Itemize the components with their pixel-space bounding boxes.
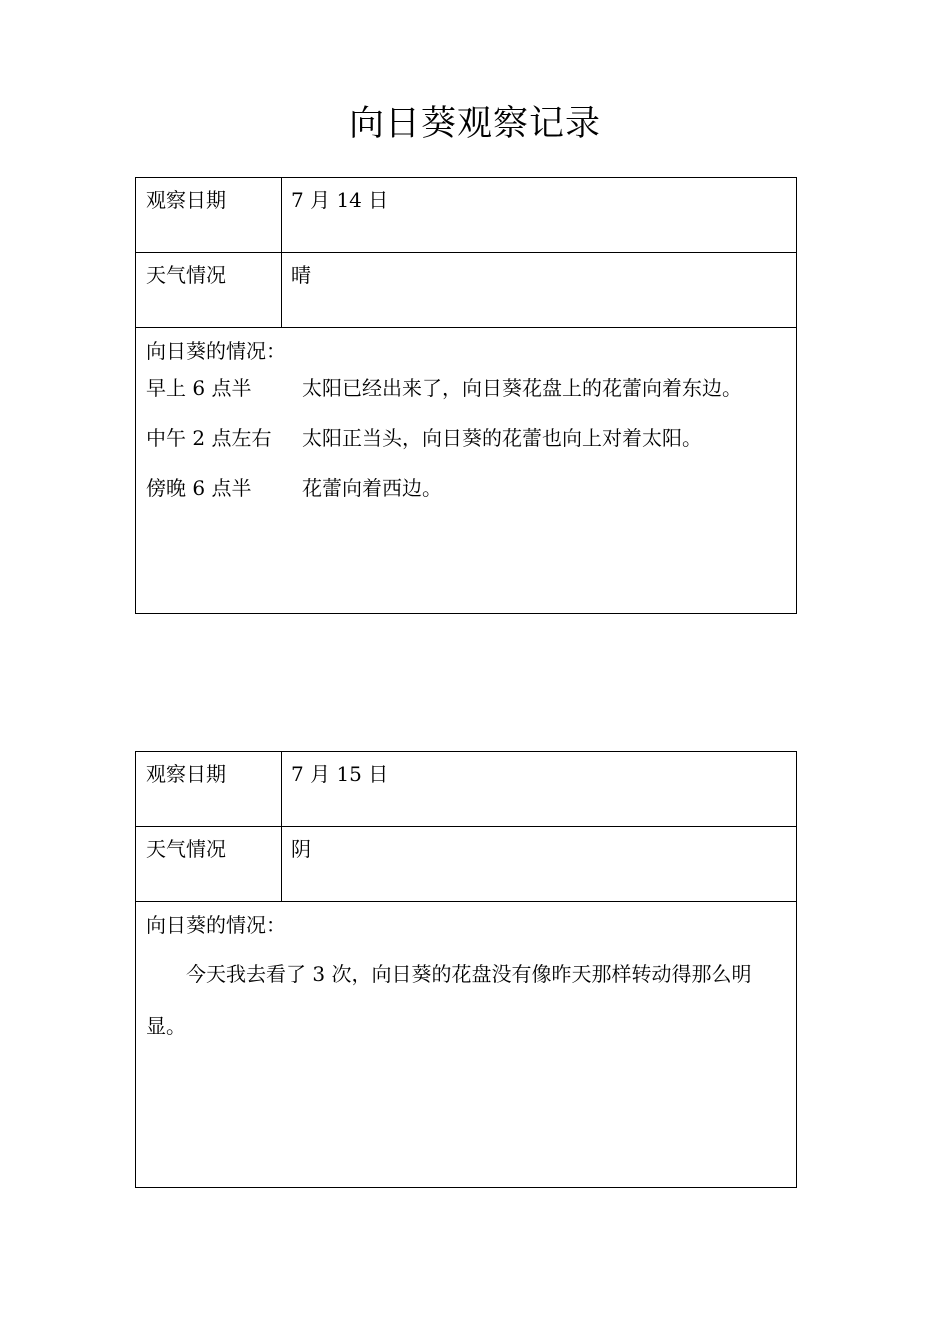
observation-line	[146, 375, 790, 401]
observation-time: 傍晚 6 点半	[146, 476, 252, 500]
observation-time: 早上 6 点半	[146, 376, 252, 400]
date-label-cell	[136, 178, 282, 253]
observation-text: 太阳正当头，向日葵的花蕾也向上对着太阳。	[302, 426, 702, 450]
observation-line	[146, 475, 790, 501]
observation-text: 太阳已经出来了，向日葵花盘上的花蕾向着东边。	[302, 376, 742, 400]
date-row	[136, 752, 797, 827]
details-heading: 向日葵的情况：	[146, 913, 286, 937]
weather-value-cell	[282, 253, 797, 328]
weather-label: 天气情况	[146, 263, 226, 287]
weather-value-cell	[282, 827, 797, 902]
details-row	[136, 328, 797, 614]
observation-narrative: 今天我去看了 3 次，向日葵的花盘没有像昨天那样转动得那么明显。	[146, 962, 752, 1038]
observation-time: 中午 2 点左右	[146, 426, 272, 450]
weather-label-cell	[136, 827, 282, 902]
date-label: 观察日期	[146, 762, 226, 786]
observation-record-table	[135, 751, 797, 1188]
date-value-cell	[282, 752, 797, 827]
observation-line	[146, 425, 790, 451]
date-value-cell	[282, 178, 797, 253]
date-value: 7 月 15 日	[291, 762, 389, 786]
details-cell	[136, 328, 797, 614]
weather-label: 天气情况	[146, 837, 226, 861]
details-cell	[136, 902, 797, 1188]
weather-row	[136, 827, 797, 902]
page-title: 向日葵观察记录	[348, 104, 601, 144]
date-label-cell	[136, 752, 282, 827]
observation-text: 花蕾向着西边。	[302, 476, 442, 500]
weather-value: 阴	[291, 837, 311, 861]
date-label: 观察日期	[146, 188, 226, 212]
date-value: 7 月 14 日	[291, 188, 389, 212]
observation-record-table	[135, 177, 797, 614]
date-row	[136, 178, 797, 253]
weather-value: 晴	[291, 263, 311, 287]
details-heading: 向日葵的情况：	[146, 339, 286, 363]
weather-row	[136, 253, 797, 328]
weather-label-cell	[136, 253, 282, 328]
details-row	[136, 902, 797, 1188]
